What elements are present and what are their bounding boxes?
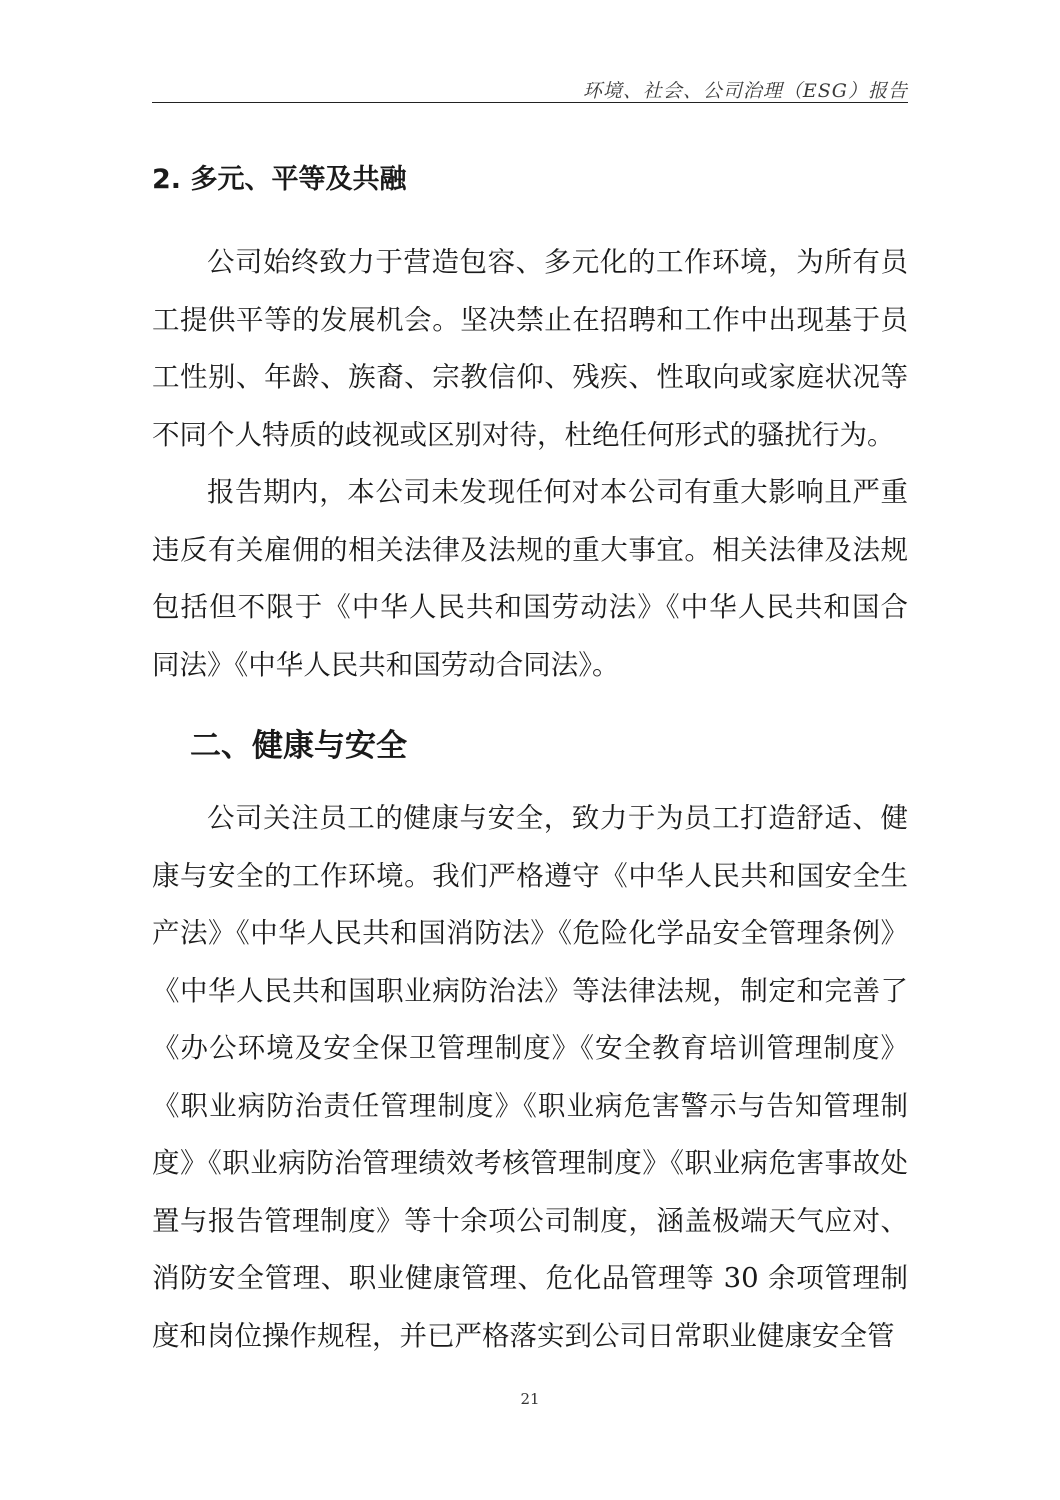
header-divider — [152, 102, 908, 103]
paragraph-compliance-statement: 报告期内，本公司未发现任何对本公司有重大影响且严重违反有关雇佣的相关法律及法规的重大事宜。相关法律及法规包括但不限于《中华人民共和国劳动法》《中华人民共和国合同法》《中华人民共和国劳动合同法》。 — [152, 476, 908, 681]
paragraph-health-safety: 公司关注员工的健康与安全，致力于为员工打造舒适、健康与安全的工作环境。我们严格遵守《中华人民共和国安全生产法》《中华人民共和国消防法》《危险化学品安全管理条例》《中华人民共和国职业病防治法》等法律法规，制定和完善了《办公环境及安全保卫管理制度》《安全教育培训管理制度》《职业病防治责任管理制度》《职业病危害警示与告知管理制度》《职业病防治管理绩效考核管理制度》《职业病危害事故处置与报告管理制度》等十余项公司制度，涵盖极端天气应对、消防安全管理、职业健康管理、危化品管理等 30 余项管理制度和岗位操作规程，并已严格落实到公司日常职业健康安全管 — [152, 802, 908, 1352]
page-content — [152, 140, 908, 1365]
section-heading-health-safety: 二、健康与安全 — [190, 728, 407, 764]
page-number: 21 — [520, 1390, 540, 1408]
section-heading-diversity: 2. 多元、平等及共融 — [152, 164, 407, 195]
paragraph-diversity-policy: 公司始终致力于营造包容、多元化的工作环境，为所有员工提供平等的发展机会。坚决禁止在招聘和工作中出现基于员工性别、年龄、族裔、宗教信仰、残疾、性取向或家庭状况等不同个人特质的歧视或区别对待，杜绝任何形式的骚扰行为。 — [152, 246, 908, 451]
report-header-title: 环境、社会、公司治理（ESG）报告 — [582, 80, 908, 102]
